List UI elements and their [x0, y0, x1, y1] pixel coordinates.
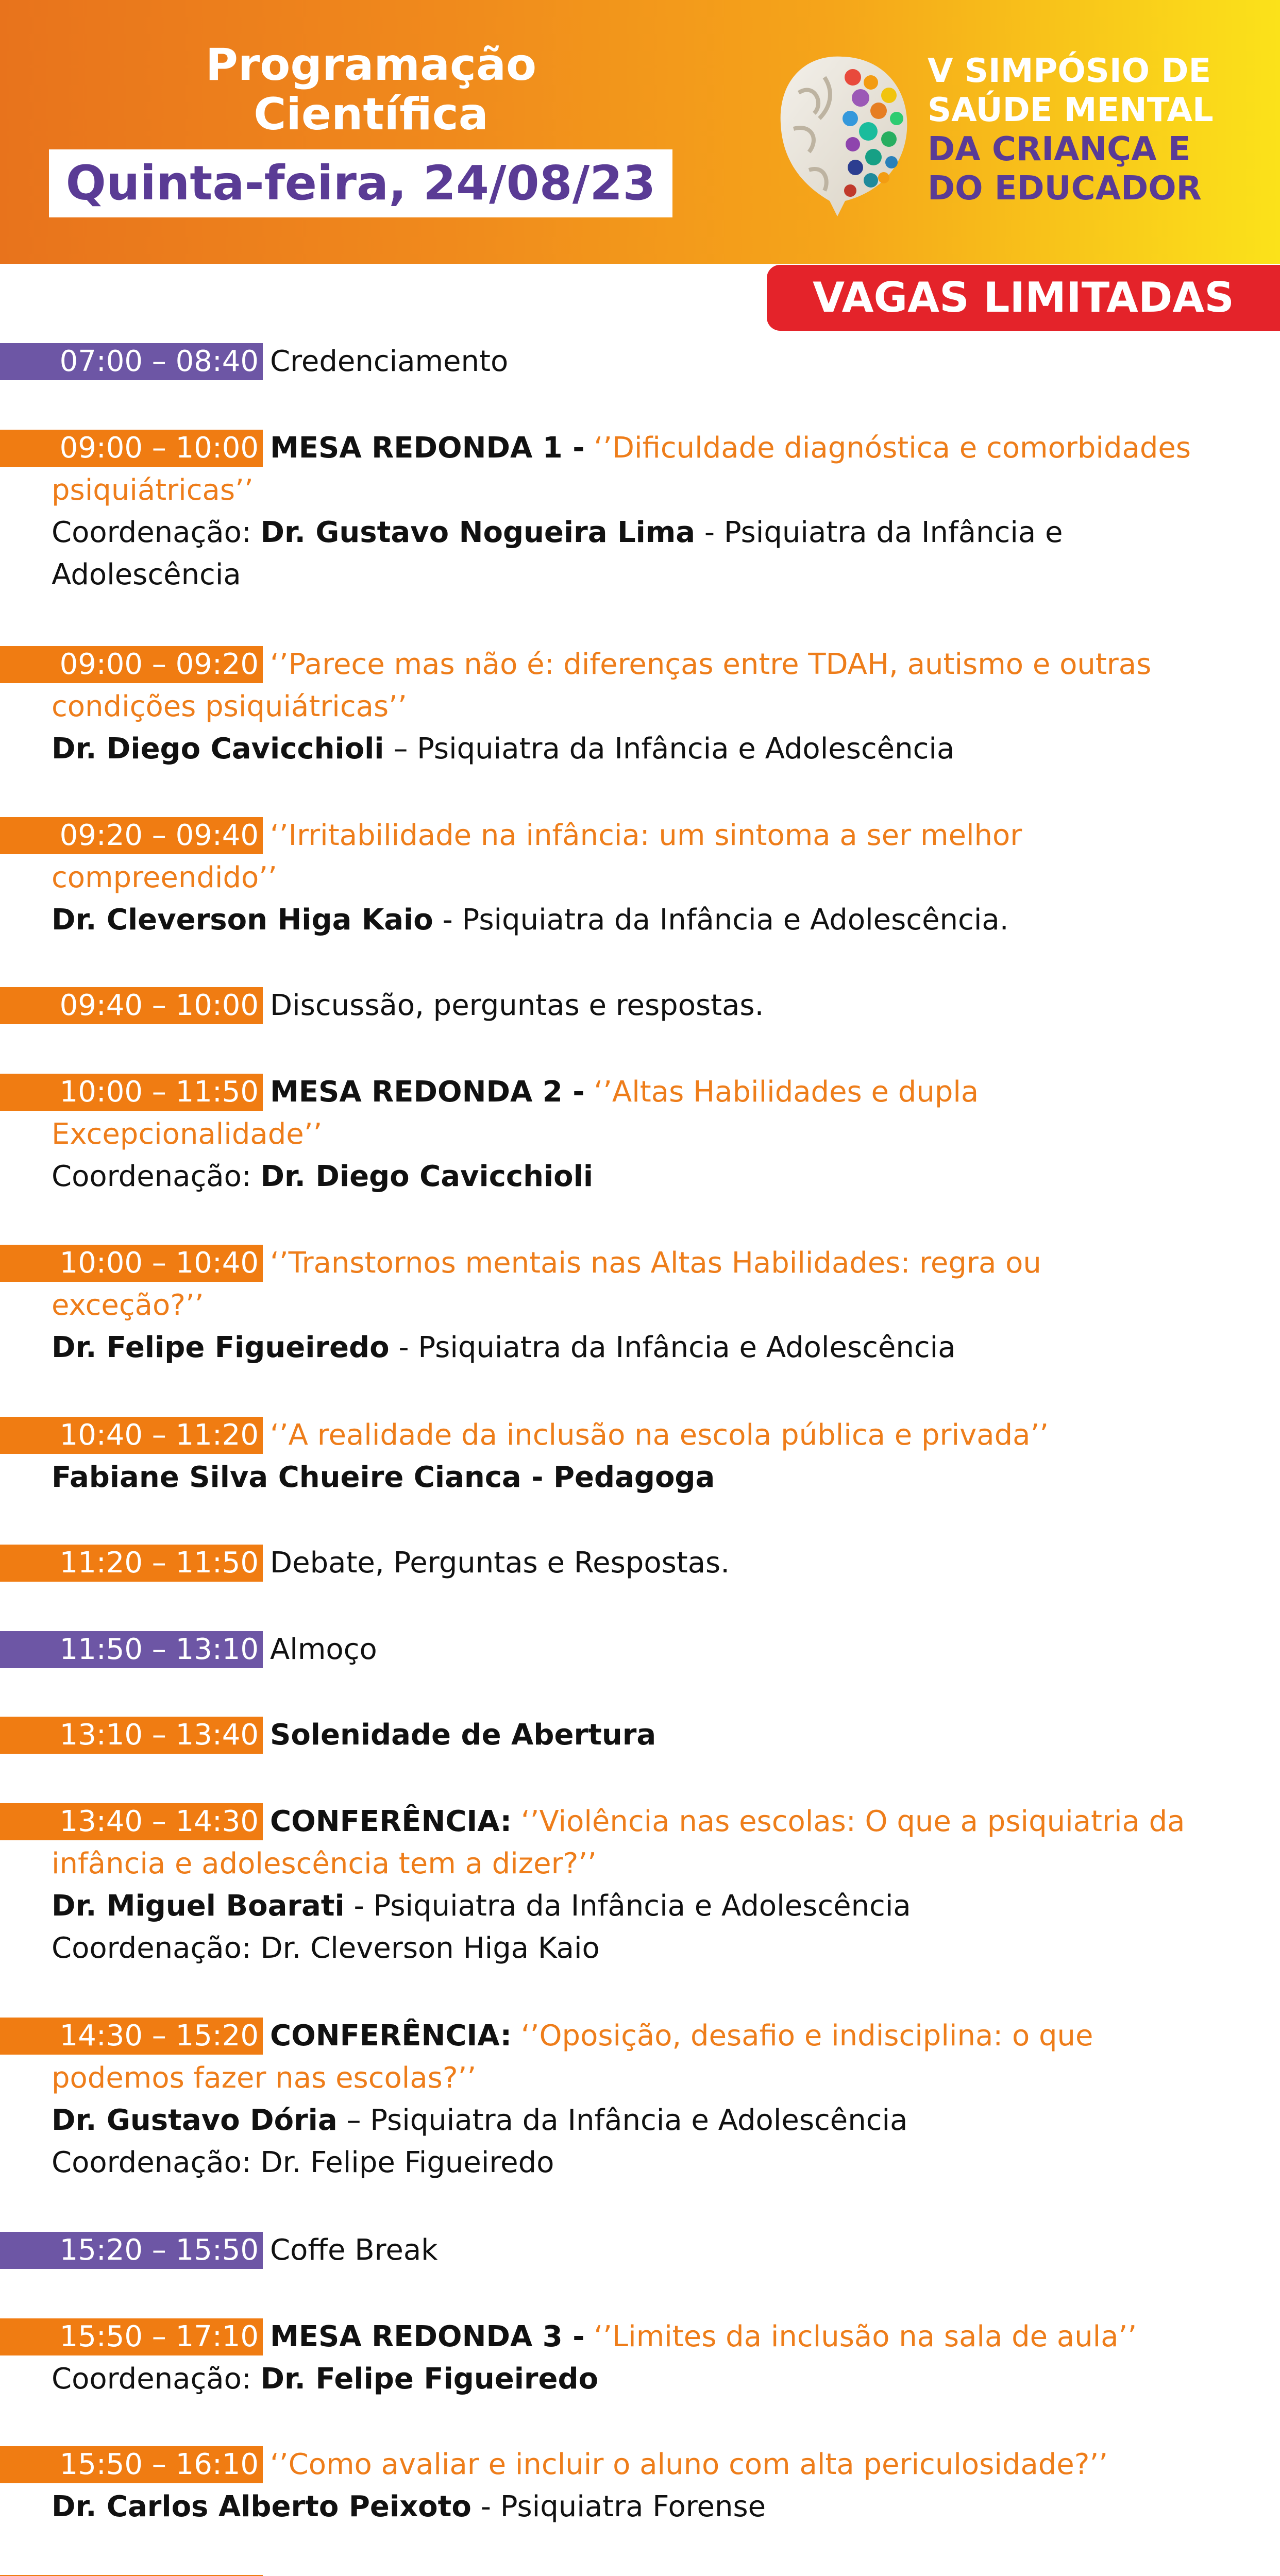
session-title: ‘’Como avaliar e incluir o aluno com alta periculosidade?’’ [270, 2448, 1108, 2481]
item-headline [270, 1071, 979, 1113]
speaker-name: Dr. Diego Cavicchioli [52, 732, 384, 766]
coordination-line: Coordenação: Dr. Cleverson Higa Kaio [52, 1931, 600, 1965]
session-label: CONFERÊNCIA: [270, 2019, 512, 2053]
limited-seats-badge: VAGAS LIMITADAS [767, 265, 1280, 331]
coord-label: Coordenação: [52, 516, 251, 549]
time-badge: 15:50 – 16:10 [0, 2446, 263, 2483]
title-line-2: Científica [254, 89, 489, 140]
brain-logo-icon [768, 46, 917, 222]
time-badge: 11:50 – 13:10 [0, 1631, 263, 1668]
session-title: ‘’Violência nas escolas: O que a psiquiatria da [520, 1805, 1185, 1838]
session-title-cont: exceção?’’ [52, 1289, 204, 1322]
item-headline [270, 2015, 1093, 2057]
session-label: MESA REDONDA 3 - [270, 2320, 585, 2353]
session-title-cont: podemos fazer nas escolas?’’ [52, 2061, 477, 2095]
session-title: ‘’Dificuldade diagnóstica e comorbidades [594, 431, 1191, 465]
event-title-line-3: DA CRIANÇA E [928, 130, 1191, 168]
time-badge: 14:30 – 15:20 [0, 2018, 263, 2055]
date-label: Quinta-feira, 24/08/23 [49, 149, 672, 217]
session-title: ‘’Irritabilidade na infância: um sintoma a ser melhor [270, 819, 1022, 852]
session-label: CONFERÊNCIA: [270, 1805, 512, 1838]
session-title: ‘’Transtornos mentais nas Altas Habilidades: regra ou [270, 1246, 1041, 1280]
speaker-line [52, 1327, 956, 1369]
session-title: ‘’Parece mas não é: diferenças entre TDAH, autismo e outras [270, 648, 1152, 681]
speaker-line [52, 1885, 911, 1927]
time-badge: 07:00 – 08:40 [0, 343, 263, 380]
session-title [270, 2572, 1137, 2576]
coord-name: Dr. Diego Cavicchioli [260, 1160, 594, 1193]
time-badge: 09:00 – 10:00 [0, 430, 263, 467]
speaker-role: - Psiquiatra Forense [471, 2490, 766, 2523]
coord-name: Dr. Felipe Figueiredo [260, 2362, 599, 2396]
time-badge: 09:40 – 10:00 [0, 987, 263, 1024]
item-headline [270, 1801, 1185, 1843]
coord-label: Coordenação: [52, 1160, 251, 1193]
coordination-line [52, 1156, 593, 1198]
session-title: ‘’Altas Habilidades e dupla [594, 1075, 979, 1109]
coord-label: Coordenação: [52, 2362, 251, 2396]
header-banner [0, 0, 1280, 264]
coord-role: - Psiquiatra da Infância e [695, 516, 1063, 549]
speaker-name: Fabiane Silva Chueire Cianca - Pedagoga [52, 1461, 715, 1494]
session-title: ‘’Limites da inclusão na sala de aula’’ [594, 2320, 1137, 2353]
speaker-name: Dr. Carlos Alberto Peixoto [52, 2490, 471, 2523]
item-label: Credenciamento [270, 345, 509, 378]
session-title-cont: Excepcionalidade’’ [52, 1117, 323, 1151]
time-badge: 15:20 – 15:50 [0, 2232, 263, 2269]
speaker-line [52, 899, 1009, 941]
speaker-name: Dr. Miguel Boarati [52, 1889, 345, 1923]
page-title [31, 40, 711, 139]
session-title: ‘’A realidade da inclusão na escola pública e privada’’ [270, 1418, 1049, 1452]
session-label: MESA REDONDA 2 - [270, 1075, 585, 1109]
time-badge: 10:40 – 11:20 [0, 1417, 263, 1454]
coordination-line [52, 2358, 598, 2400]
time-badge: 10:00 – 10:40 [0, 1245, 263, 1282]
item-label: Discussão, perguntas e respostas. [270, 989, 764, 1022]
coordination-line: Coordenação: Dr. Felipe Figueiredo [52, 2146, 554, 2179]
item-label: Debate, Perguntas e Respostas. [270, 1546, 730, 1580]
speaker-name: Dr. Cleverson Higa Kaio [52, 903, 433, 937]
session-title-cont: infância e adolescência tem a dizer?’’ [52, 1847, 597, 1880]
coordination-line [52, 512, 1063, 554]
session-title: ‘’Oposição, desafio e indisciplina: o que [520, 2019, 1093, 2053]
session-title-cont: condições psiquiátricas’’ [52, 690, 407, 723]
event-title-line-2: SAÚDE MENTAL [928, 91, 1214, 129]
speaker-role: - Psiquiatra da Infância e Adolescência [344, 1889, 911, 1923]
time-badge: 15:50 – 17:10 [0, 2318, 263, 2355]
speaker-line [52, 2486, 766, 2528]
event-title-line-4: DO EDUCADOR [928, 170, 1202, 208]
item-headline [270, 2316, 1137, 2358]
item-label: Solenidade de Abertura [270, 1718, 656, 1752]
item-headline [270, 427, 1191, 469]
event-title-line-1: V SIMPÓSIO DE [928, 52, 1211, 90]
title-line-1: Programação [205, 39, 537, 91]
session-label: MESA REDONDA 1 - [270, 431, 585, 465]
speaker-role: – Psiquiatra da Infância e Adolescência [384, 732, 955, 766]
coord-role-cont: Adolescência [52, 558, 241, 591]
speaker-name: Dr. Felipe Figueiredo [52, 1331, 390, 1364]
time-badge: 11:20 – 11:50 [0, 1545, 263, 1582]
speaker-role: – Psiquiatra da Infância e Adolescência [337, 2104, 908, 2137]
time-badge: 13:40 – 14:30 [0, 1803, 263, 1840]
item-label: Almoço [270, 1633, 377, 1666]
time-badge: 09:20 – 09:40 [0, 817, 263, 854]
speaker-line [52, 2099, 907, 2142]
speaker-role: - Psiquiatra da Infância e Adolescência. [433, 903, 1009, 937]
time-badge: 10:00 – 11:50 [0, 1074, 263, 1111]
time-badge: 09:00 – 09:20 [0, 646, 263, 683]
coord-name: Dr. Gustavo Nogueira Lima [260, 516, 696, 549]
speaker-role: - Psiquiatra da Infância e Adolescência [389, 1331, 956, 1364]
speaker-line [52, 728, 954, 770]
session-title-cont: compreendido’’ [52, 861, 277, 894]
session-title-cont: psiquiátricas’’ [52, 473, 254, 507]
speaker-name: Dr. Gustavo Dória [52, 2104, 338, 2137]
item-label: Coffe Break [270, 2233, 438, 2267]
time-badge: 13:10 – 13:40 [0, 1717, 263, 1754]
